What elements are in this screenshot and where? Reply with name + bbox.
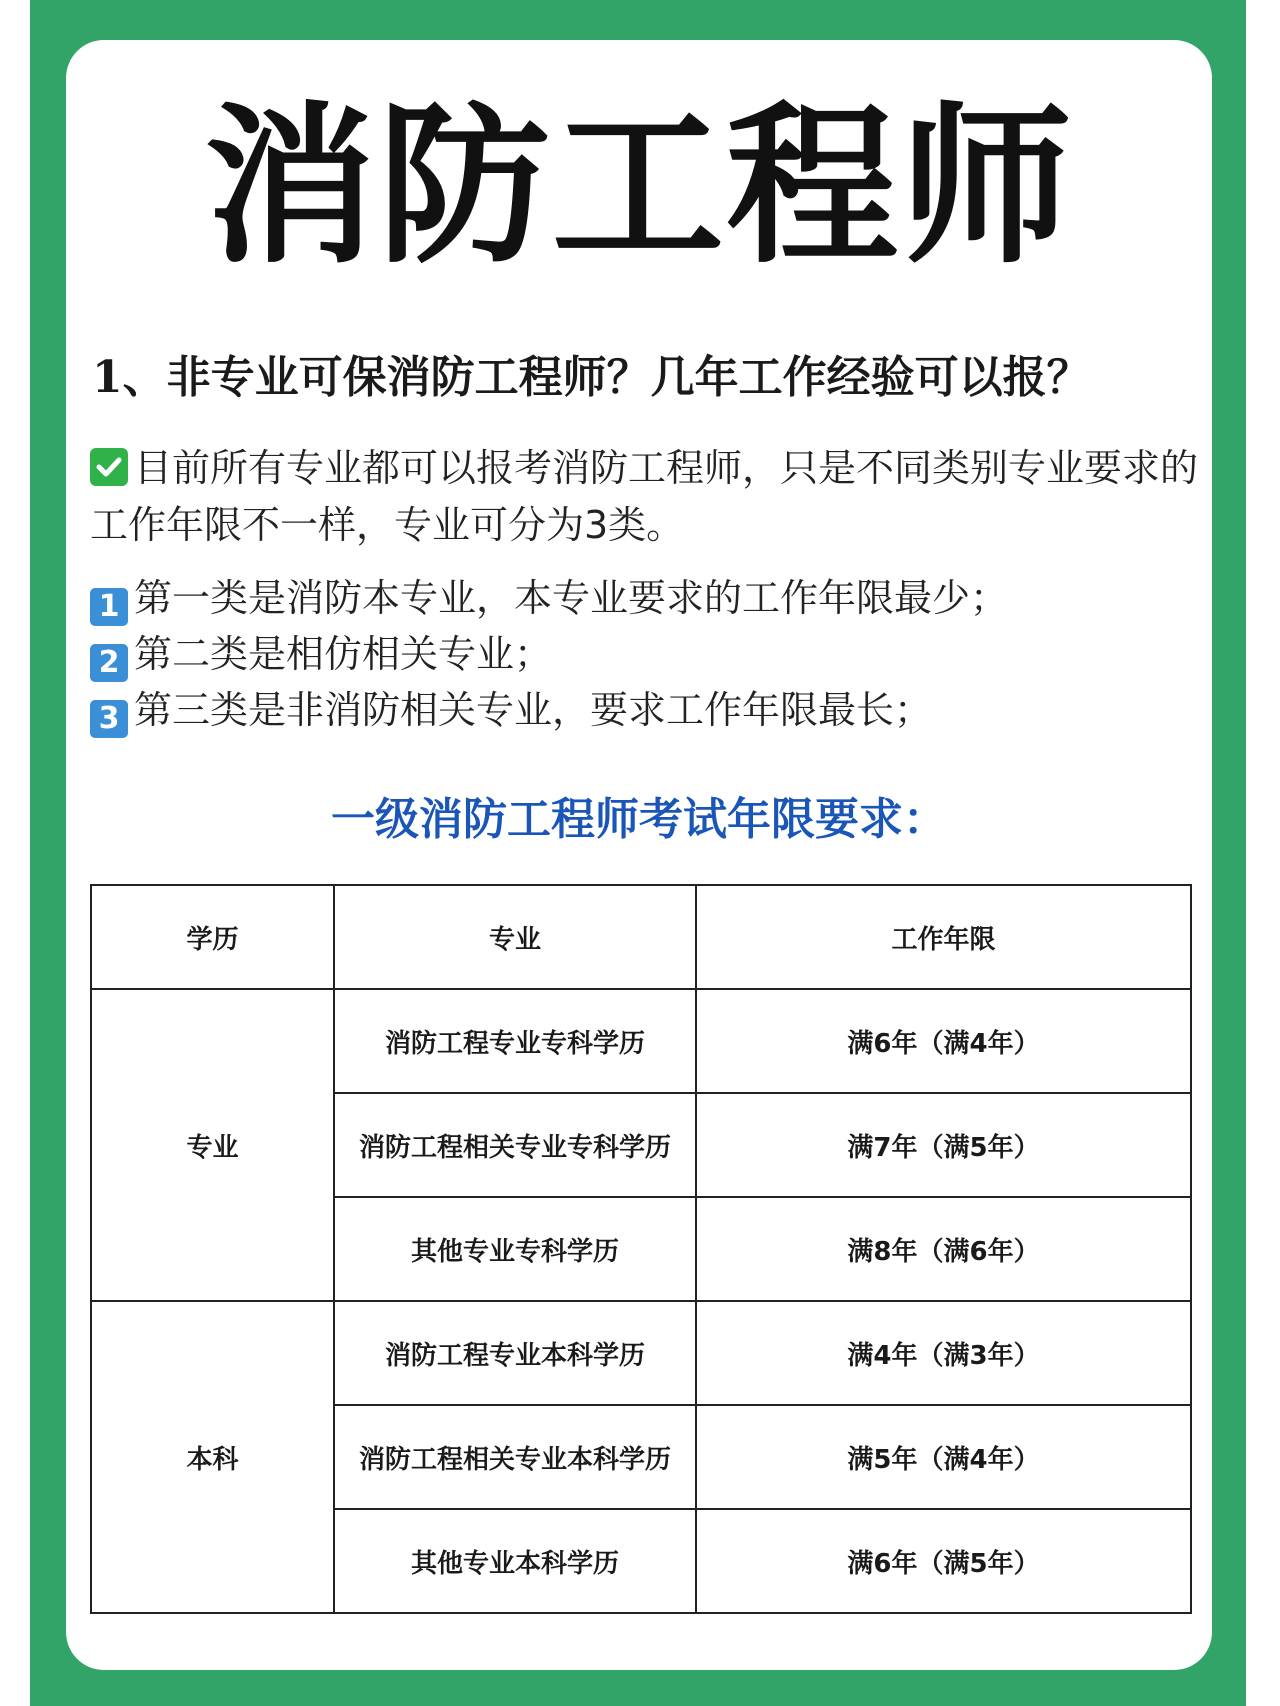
years-cell: 满6年（满5年） xyxy=(696,1509,1191,1613)
years-cell: 满4年（满3年） xyxy=(696,1301,1191,1405)
check-mark-icon xyxy=(90,448,128,486)
keycap-1-icon: 1 xyxy=(90,588,128,626)
major-cell: 消防工程专业专科学历 xyxy=(334,989,696,1093)
major-cell: 消防工程专业本科学历 xyxy=(334,1301,696,1405)
header-major: 专业 xyxy=(334,885,696,989)
table-header-row xyxy=(91,885,1191,989)
group-label: 专业 xyxy=(91,989,334,1301)
header-years: 工作年限 xyxy=(696,885,1191,989)
requirements-table xyxy=(90,884,1192,1614)
answer-text: 目前所有专业都可以报考消防工程师，只是不同类别专业要求的工作年限不一样，专业可分为3类。 xyxy=(90,446,1199,547)
page-title: 消防工程师 xyxy=(204,84,1074,287)
category-item-text: 第三类是非消防相关专业，要求工作年限最长； xyxy=(134,688,933,732)
category-item-3 xyxy=(90,682,1200,738)
years-cell: 满5年（满4年） xyxy=(696,1405,1191,1509)
major-cell: 消防工程相关专业本科学历 xyxy=(334,1405,696,1509)
major-cell: 消防工程相关专业专科学历 xyxy=(334,1093,696,1197)
category-item-2 xyxy=(90,626,1200,682)
category-item-1 xyxy=(90,570,1200,626)
header-education: 学历 xyxy=(91,885,334,989)
years-cell: 满8年（满6年） xyxy=(696,1197,1191,1301)
category-item-text: 第二类是相仿相关专业； xyxy=(134,632,553,676)
table-title: 一级消防工程师考试年限要求： xyxy=(331,794,947,845)
keycap-3-icon: 3 xyxy=(90,700,128,738)
table-row xyxy=(91,989,1191,1093)
group-label: 本科 xyxy=(91,1301,334,1613)
major-cell: 其他专业本科学历 xyxy=(334,1509,696,1613)
years-cell: 满7年（满5年） xyxy=(696,1093,1191,1197)
table-row xyxy=(91,1301,1191,1405)
category-item-text: 第一类是消防本专业，本专业要求的工作年限最少； xyxy=(134,576,1009,620)
major-cell: 其他专业专科学历 xyxy=(334,1197,696,1301)
question-heading: 1、非专业可保消防工程师？几年工作经验可以报？ xyxy=(92,352,1091,403)
answer-paragraph xyxy=(90,440,1200,554)
keycap-2-icon: 2 xyxy=(90,644,128,682)
years-cell: 满6年（满4年） xyxy=(696,989,1191,1093)
